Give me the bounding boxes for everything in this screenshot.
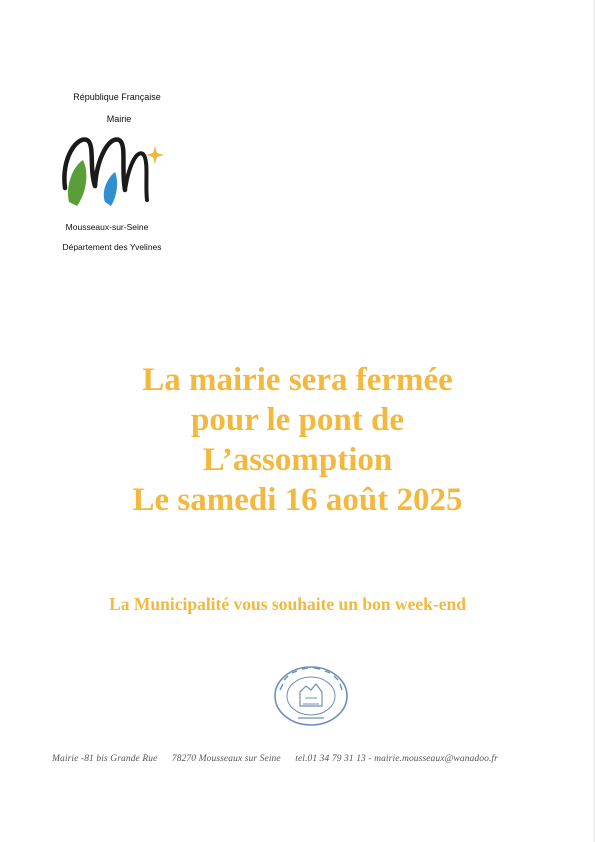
footer-phone-email: tel.01 34 79 31 13 - mairie.mousseaux@wanadoo.fr: [295, 754, 498, 764]
footer-address: Mairie -81 bis Grande Rue: [52, 754, 158, 764]
notice-line-3: L’assomption: [202, 442, 393, 478]
notice-line-1: La mairie sera fermée: [142, 362, 453, 398]
commune-name: Mousseaux-sur-Seine: [65, 222, 149, 232]
notice-line-2: pour le pont de: [190, 402, 405, 438]
closure-notice: [0, 360, 595, 520]
mairie-m-logo-icon: [55, 128, 165, 220]
republique-francaise-label: République Française: [73, 92, 161, 102]
notice-line-4: Le samedi 16 août 2025: [132, 482, 463, 518]
weekend-message: La Municipalité vous souhaite un bon week-end: [109, 594, 466, 614]
mairie-label: Mairie: [106, 114, 132, 124]
official-seal-icon: [272, 664, 350, 728]
departement-label: Département des Yvelines: [62, 242, 162, 252]
contact-footer: [52, 754, 572, 764]
footer-city: 78270 Mousseaux sur Seine: [171, 754, 281, 764]
letterhead: [40, 92, 180, 252]
